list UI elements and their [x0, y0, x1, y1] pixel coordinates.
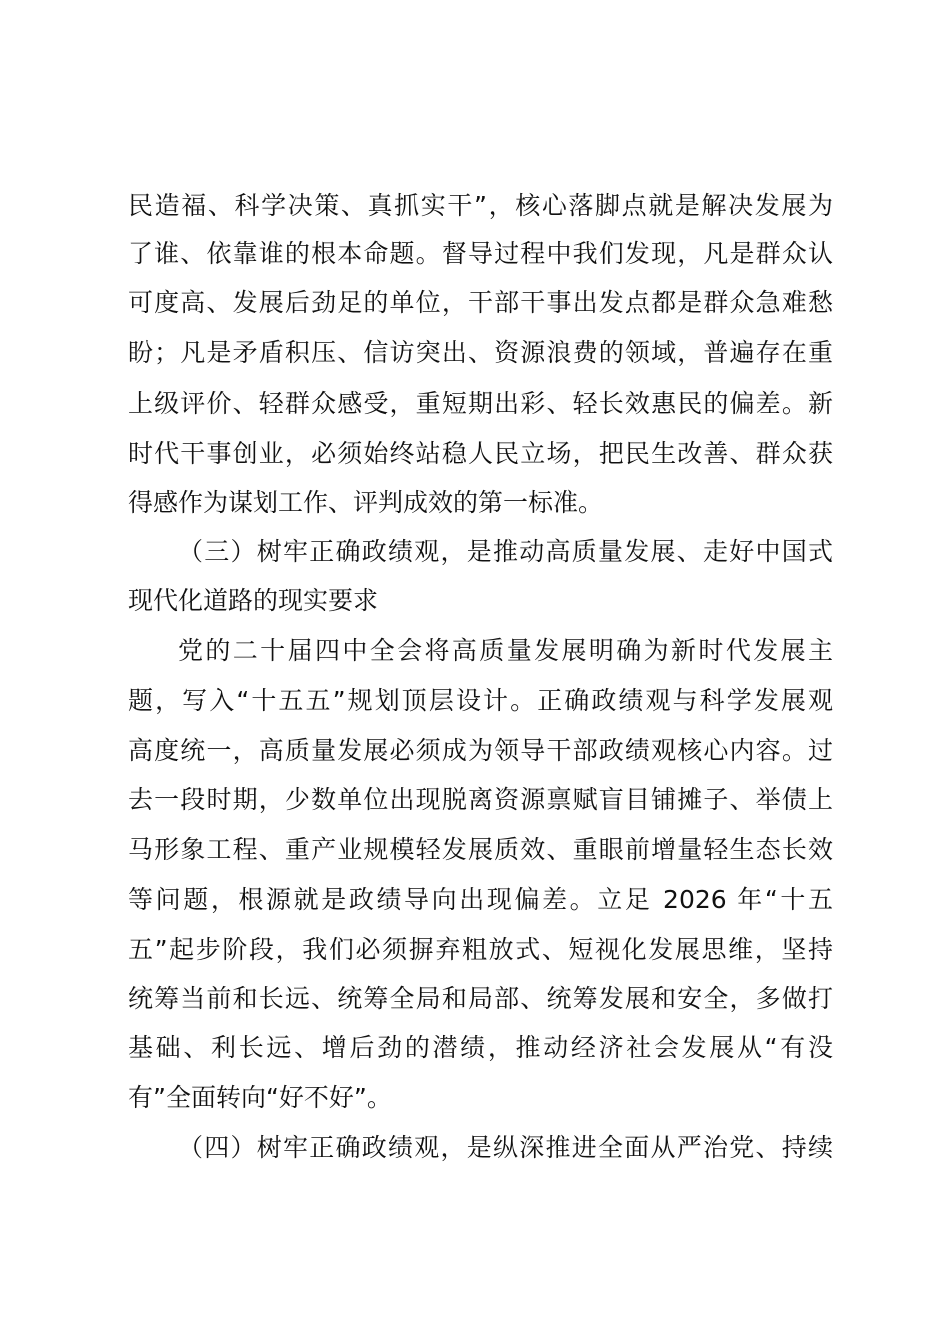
body-text-line: 统筹当前和长远、统筹全局和局部、统筹发展和安全，多做打 — [128, 984, 833, 1013]
section-heading-line: 现代化道路的现实要求 — [128, 586, 379, 615]
section-heading-line: （三）树牢正确政绩观，是推动高质量发展、走好中国式 — [178, 537, 833, 566]
body-text-line: 时代干事创业，必须始终站稳人民立场，把民生改善、群众获 — [128, 439, 833, 468]
body-text-line: 党的二十届四中全会将高质量发展明确为新时代发展主 — [178, 636, 833, 665]
body-text-line: 得感作为谋划工作、评判成效的第一标准。 — [128, 488, 604, 517]
body-text-line: 基础、利长远、增后劲的潜绩，推动经济社会发展从“有没 — [128, 1033, 833, 1062]
body-text-line: 上级评价、轻群众感受，重短期出彩、轻长效惠民的偏差。新 — [128, 389, 833, 418]
section-heading-line: （四）树牢正确政绩观，是纵深推进全面从严治党、持续 — [178, 1133, 833, 1162]
body-text-line: 民造福、科学决策、真抓实干”，核心落脚点就是解决发展为 — [128, 191, 833, 220]
body-text-line: 了谁、依靠谁的根本命题。督导过程中我们发现，凡是群众认 — [128, 239, 833, 268]
body-text-line: 可度高、发展后劲足的单位，干部干事出发点都是群众急难愁 — [128, 288, 833, 317]
body-text-line: 等问题，根源就是政绩导向出现偏差。立足 2026 年“十五 — [128, 885, 833, 914]
body-text-line: 去一段时期，少数单位出现脱离资源禀赋盲目铺摊子、举债上 — [128, 785, 833, 814]
body-text-line: 有”全面转向“好不好”。 — [128, 1083, 392, 1112]
body-text-line: 五”起步阶段，我们必须摒弃粗放式、短视化发展思维，坚持 — [128, 935, 833, 964]
body-text-line: 题，写入“十五五”规划顶层设计。正确政绩观与科学发展观 — [128, 686, 833, 715]
body-text-line: 盼；凡是矛盾积压、信访突出、资源浪费的领域，普遍存在重 — [128, 338, 833, 367]
body-text-line: 高度统一，高质量发展必须成为领导干部政绩观核心内容。过 — [128, 736, 833, 765]
body-text-line: 马形象工程、重产业规模轻发展质效、重眼前增量轻生态长效 — [128, 835, 833, 864]
